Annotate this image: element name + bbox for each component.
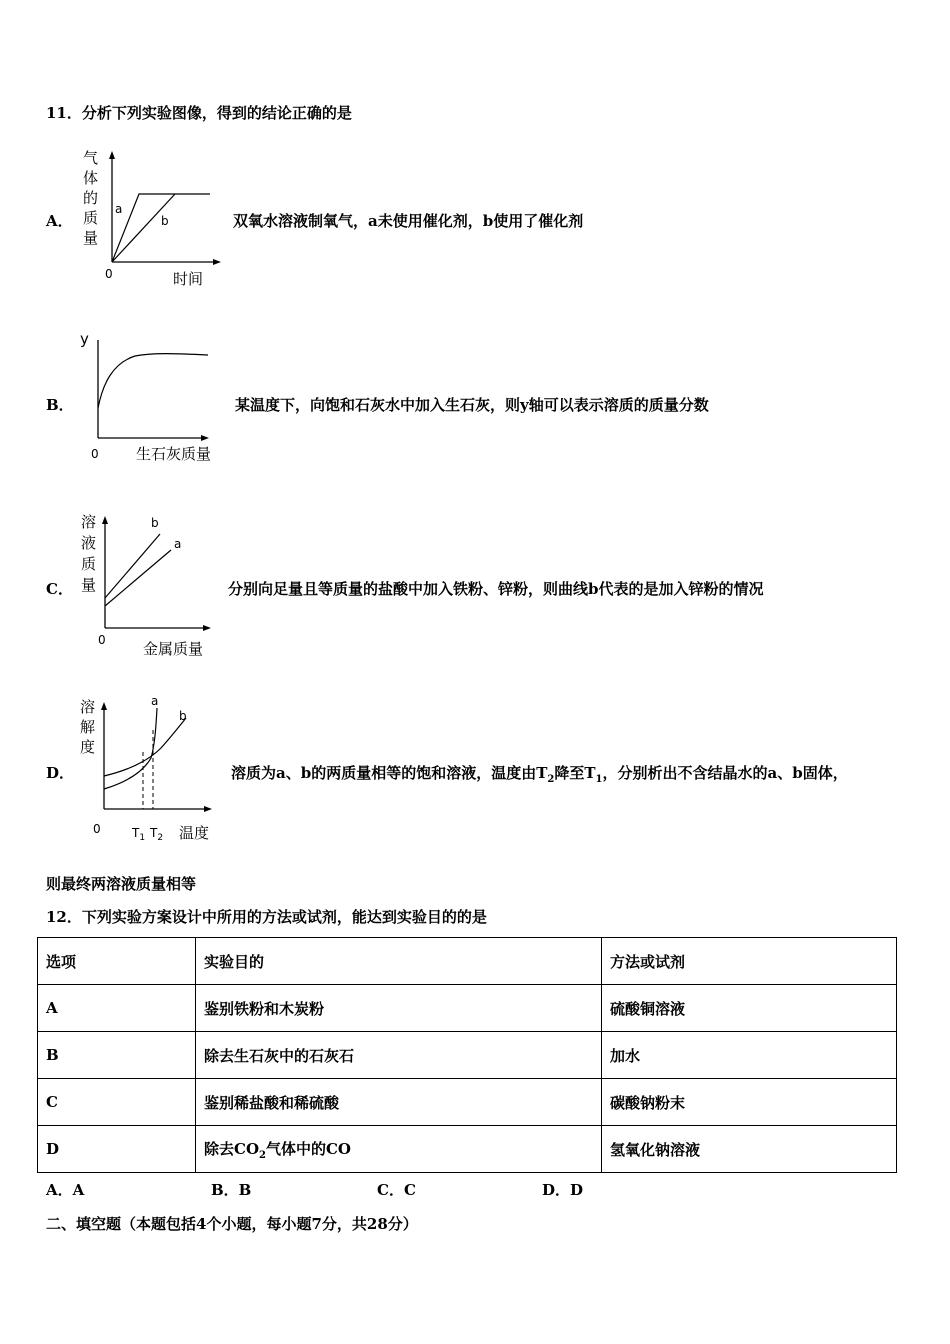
graph-c-y-label (81, 513, 96, 594)
x-axis-label: 时间 (173, 270, 204, 288)
curve-a-label: a (115, 202, 123, 216)
graph-c (75, 510, 240, 660)
goal-suffix: 气体中的CO (265, 1139, 351, 1158)
table-row (38, 1079, 897, 1126)
row-option: A (38, 985, 196, 1032)
y-axis-arrow (102, 516, 108, 524)
y-char: 度 (80, 738, 96, 756)
origin-label: 0 (91, 447, 99, 461)
option-d-text-part2: 降至T (554, 764, 596, 782)
origin-label: 0 (105, 267, 113, 281)
y-char: 的 (83, 189, 99, 207)
option-b-label: B． (46, 396, 74, 414)
curve-a (105, 550, 171, 606)
y-char: 量 (81, 576, 97, 594)
x-axis-arrow (213, 259, 221, 265)
y-char: 质 (81, 555, 97, 573)
row-option: C (38, 1079, 196, 1126)
option-d-label: D． (46, 764, 75, 782)
option-a-label: A． (46, 212, 73, 230)
table-header-row (38, 938, 897, 985)
row-goal: 除去生石灰中的石灰石 (196, 1032, 602, 1079)
row-option: B (38, 1032, 196, 1079)
row-method: 硫酸铜溶液 (602, 985, 897, 1032)
x-axis-arrow (203, 625, 211, 631)
y-axis-label: y (80, 330, 89, 348)
x-axis-label: 生石灰质量 (136, 445, 212, 463)
graph-b (75, 328, 240, 468)
answer-choice-d[interactable]: D．D (542, 1181, 584, 1199)
option-b-text: 某温度下，向饱和石灰水中加入生石灰，则y轴可以表示溶质的质量分数 (235, 396, 709, 414)
graph-d (75, 692, 235, 847)
row-method: 碳酸钠粉末 (602, 1079, 897, 1126)
table-row (38, 1126, 897, 1173)
option-a-text: 双氧水溶液制氧气，a未使用催化剂，b使用了催化剂 (233, 212, 584, 230)
goal-prefix: 除去CO (204, 1139, 260, 1158)
curve-a (112, 194, 210, 262)
x-axis-arrow (204, 806, 212, 812)
curve-a-label: a (151, 694, 159, 708)
origin-label: 0 (93, 822, 101, 836)
row-option: D (38, 1126, 196, 1173)
row-goal: 鉴别铁粉和木炭粉 (196, 985, 602, 1032)
t1-label: $T_1$ (132, 826, 146, 843)
row-method: 氢氧化钠溶液 (602, 1126, 897, 1173)
header-option: 选项 (38, 938, 196, 985)
y-char: 液 (81, 534, 97, 552)
row-goal: 鉴别稀盐酸和稀硫酸 (196, 1079, 602, 1126)
y-char: 解 (80, 718, 96, 736)
experiment-table (37, 937, 897, 1173)
section-2-title: 二、填空题（本题包括4个小题，每小题7分，共28分） (46, 1215, 418, 1233)
answer-choice-b[interactable]: B．B (211, 1181, 252, 1199)
graph-d-y-label (80, 698, 95, 756)
option-c-text: 分别向足量且等质量的盐酸中加入铁粉、锌粉，则曲线b代表的是加入锌粉的情况 (228, 580, 764, 598)
x-axis-label: 温度 (179, 824, 210, 842)
answer-choice-a[interactable]: A．A (46, 1181, 85, 1199)
option-c-label: C． (46, 580, 73, 598)
y-char: 气 (83, 149, 99, 167)
y-char: 质 (83, 209, 99, 227)
curve-b-label: b (151, 516, 159, 530)
y-axis-arrow (101, 702, 107, 710)
t1-subscript: 1 (595, 774, 603, 785)
curve-b-label: b (179, 709, 187, 723)
question-11-title: 11．分析下列实验图像，得到的结论正确的是 (46, 104, 352, 122)
option-d-text-part3: ，分别析出不含结晶水的a、b固体， (602, 764, 848, 782)
row-method: 加水 (602, 1032, 897, 1079)
curve-a-label: a (174, 537, 182, 551)
graph-a (75, 145, 235, 290)
option-d-continuation: 则最终两溶液质量相等 (46, 875, 197, 893)
curve-b-label: b (161, 214, 169, 228)
goal-subscript: 2 (259, 1149, 266, 1161)
y-char: 溶 (81, 513, 97, 531)
question-12-title: 12．下列实验方案设计中所用的方法或试剂，能达到实验目的的是 (46, 908, 487, 926)
curve (98, 354, 208, 408)
y-char: 溶 (80, 698, 96, 716)
curve-b (104, 718, 186, 776)
option-d-text-part1: 溶质为a、b的两质量相等的饱和溶液，温度由T (231, 764, 548, 782)
option-d-text (231, 762, 848, 785)
x-axis-arrow (201, 435, 209, 441)
curve-a (104, 708, 157, 789)
header-goal: 实验目的 (196, 938, 602, 985)
y-char: 量 (83, 229, 99, 247)
origin-label: 0 (98, 633, 106, 647)
row-goal (196, 1126, 602, 1173)
t2-label: $T_2$ (150, 826, 164, 843)
answer-choice-c[interactable]: C．C (377, 1181, 416, 1199)
header-method: 方法或试剂 (602, 938, 897, 985)
y-char: 体 (83, 169, 99, 187)
table-row (38, 985, 897, 1032)
graph-a-y-label (83, 149, 98, 247)
y-axis-arrow (109, 151, 115, 159)
table-row (38, 1032, 897, 1079)
t2-subscript: 2 (547, 774, 555, 785)
x-axis-label: 金属质量 (143, 640, 204, 658)
